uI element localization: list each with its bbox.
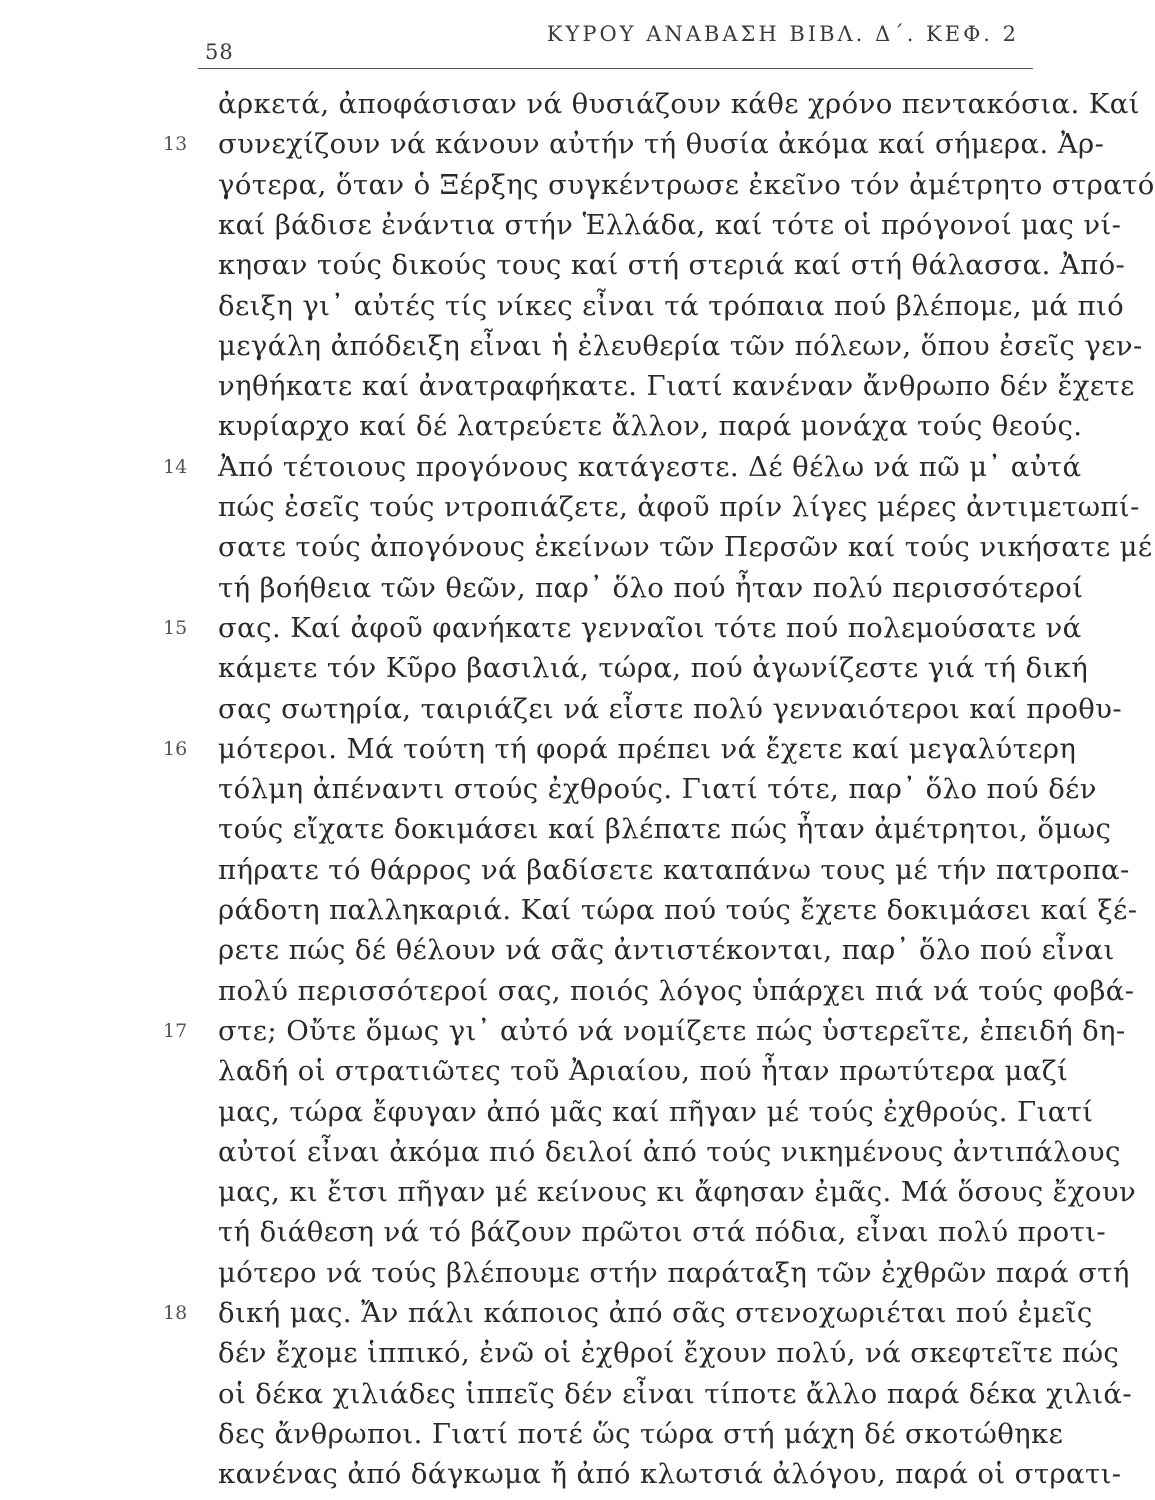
text-line: μας, κι ἔτσι πῆγαν μέ κείνους κι ἄφησαν ἐμᾶς. Μά ὅσους ἔχουν	[218, 1176, 1137, 1209]
text-line: τούς εἴχατε δοκιμάσει καί βλέπατε πώς ἦταν ἀμέτρητοι, ὅμως	[218, 813, 1112, 846]
text-line: σατε τούς ἀπογόνους ἐκείνων τῶν Περσῶν καί τούς νικήσατε μέ	[218, 531, 1153, 564]
text-line: σας. Καί ἀφοῦ φανήκατε γενναῖοι τότε πού πολεμούσατε νά	[218, 611, 1082, 644]
verse-number: 18	[163, 1302, 188, 1324]
text-line: γότερα, ὅταν ὁ Ξέρξης συγκέντρωσε ἐκεῖνο τόν ἀμέτρητο στρατό	[218, 168, 1155, 201]
text-line: Ἀπό τέτοιους προγόνους κατάγεστε. Δέ θέλω νά πῶ μ᾽ αὐτά	[218, 450, 1082, 483]
text-line: δέν ἔχομε ἱππικό, ἐνῶ οἱ ἐχθροί ἔχουν πολύ, νά σκεφτεῖτε πώς	[218, 1337, 1120, 1370]
text-line: συνεχίζουν νά κάνουν αὐτήν τή θυσία ἀκόμα καί σήμερα. Ἀρ-	[218, 128, 1105, 161]
text-line: ρετε πώς δέ θέλουν νά σᾶς ἀντιστέκονται, παρ᾽ ὅλο πού εἶναι	[218, 934, 1115, 967]
text-line: ράδοτη παλληκαριά. Καί τώρα πού τούς ἔχετε δοκιμάσει καί ξέ-	[218, 894, 1138, 926]
verse-number: 13	[163, 133, 188, 156]
text-line: δειξη γι᾽ αὐτές τίς νίκες εἶναι τά τρόπαια πού βλέπομε, μά πιό	[218, 289, 1125, 322]
verse-number: 15	[163, 616, 188, 639]
verse-number: 14	[163, 455, 188, 478]
text-line: μεγάλη ἀπόδειξη εἶναι ἡ ἐλευθερία τῶν πόλεων, ὅπου ἐσεῖς γεν-	[218, 329, 1143, 362]
text-line: αὐτοί εἶναι ἀκόμα πιό δειλοί ἀπό τούς νικημένους ἀντιπάλους	[218, 1135, 1121, 1168]
text-line: δες ἄνθρωποι. Γιατί ποτέ ὥς τώρα στή μάχη δέ σκοτώθηκε	[218, 1417, 1064, 1450]
text-line: οἱ δέκα χιλιάδες ἱππεῖς δέν εἶναι τίποτε ἄλλο παρά δέκα χιλιά-	[218, 1377, 1133, 1410]
text-line: λαδή οἱ στρατιῶτες τοῦ Ἀριαίου, πού ἦταν πρωτύτερα μαζί	[218, 1055, 1069, 1088]
text-line: ἀρκετά, ἀποφάσισαν νά θυσιάζουν κάθε χρόνο πεντακόσια. Καί	[218, 88, 1140, 120]
text-line: κησαν τούς δικούς τους καί στή στεριά καί στή θάλασσα. Ἀπό-	[218, 249, 1126, 282]
text-line: πήρατε τό θάρρος νά βαδίσετε καταπάνω τους μέ τήν πατροπα-	[218, 853, 1130, 886]
verse-number: 17	[163, 1019, 188, 1042]
text-line: τή διάθεση νά τό βάζουν πρῶτοι στά πόδια, εἶναι πολύ προτι-	[218, 1216, 1107, 1249]
text-line: πώς ἐσεῖς τούς ντροπιάζετε, ἀφοῦ πρίν λίγες μέρες ἀντιμετωπί-	[218, 491, 1140, 523]
text-line: δική μας. Ἄν πάλι κάποιος ἀπό σᾶς στενοχωριέται πού ἐμεῖς	[218, 1297, 1093, 1329]
text-line: καί βάδισε ἐνάντια στήν Ἑλλάδα, καί τότε οἱ πρόγονοί μας νί-	[218, 208, 1122, 241]
text-line: νηθήκατε καί ἀνατραφήκατε. Γιατί κανέναν ἄνθρωπο δέν ἔχετε	[218, 370, 1135, 403]
text-line: κάμετε τόν Κῦρο βασιλιά, τώρα, πού ἀγωνίζεστε γιά τή δική	[218, 652, 1089, 685]
text-line: σας σωτηρία, ταιριάζει νά εἶστε πολύ γενναιότεροι καί προθυ-	[218, 692, 1123, 725]
text-line: πολύ περισσότεροί σας, ποιός λόγος ὑπάρχει πιά νά τούς φοβά-	[218, 974, 1135, 1007]
text-line: στε; Οὔτε ὅμως γι᾽ αὐτό νά νομίζετε πώς ὑστερεῖτε, ἐπειδή δη-	[218, 1014, 1126, 1047]
verse-number: 16	[163, 737, 188, 760]
text-line: μότερο νά τούς βλέπουμε στήν παράταξη τῶν ἐχθρῶν παρά στή	[218, 1256, 1130, 1289]
text-line: τόλμη ἀπέναντι στούς ἐχθρούς. Γιατί τότε, παρ᾽ ὅλο πού δέν	[218, 773, 1097, 806]
text-line: μότεροι. Μά τούτη τή φορά πρέπει νά ἔχετε καί μεγαλύτερη	[218, 732, 1077, 765]
text-line: μας, τώρα ἔφυγαν ἀπό μᾶς καί πῆγαν μέ τούς ἐχθρούς. Γιατί	[218, 1095, 1094, 1128]
running-head: ΚΥΡΟΥ ΑΝΑΒΑΣΗ ΒΙΒΛ. Δ΄. ΚΕΦ. 2	[546, 22, 1019, 46]
text-line: τή βοήθεια τῶν θεῶν, παρ᾽ ὅλο πού ἦταν πολύ περισσότεροί	[218, 571, 1084, 604]
text-line: κυρίαρχο καί δέ λατρεύετε ἄλλον, παρά μονάχα τούς θεούς.	[218, 410, 1083, 443]
page-number: 58	[205, 40, 234, 64]
text-line: κανένας ἀπό δάγκωμα ἤ ἀπό κλωτσιά ἀλόγου, παρά οἱ στρατι-	[218, 1458, 1122, 1491]
